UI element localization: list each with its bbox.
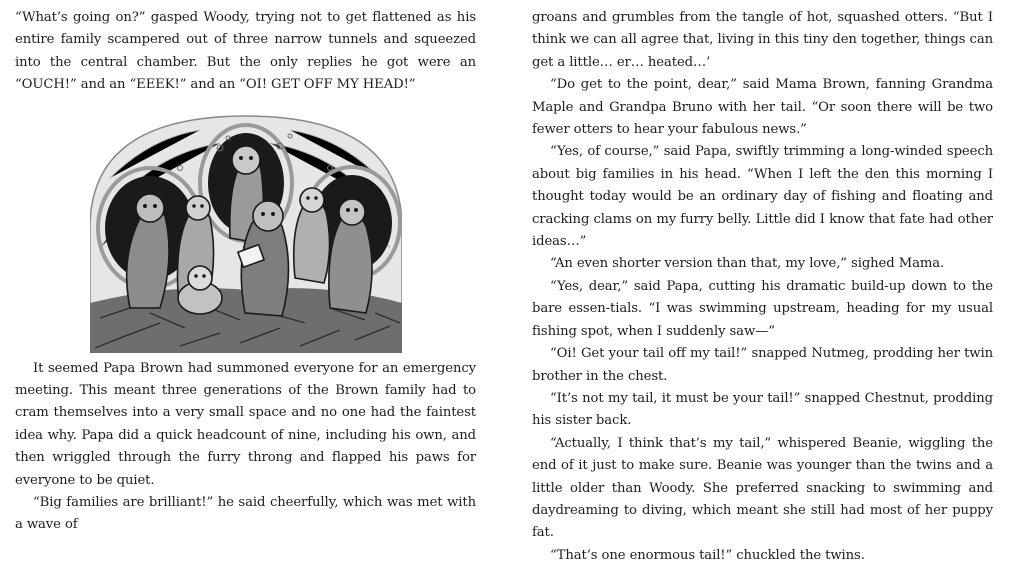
paragraph: “What’s going on?” gasped Woody, trying not to get flattened as his entire family scampered out of three narrow tunnels and squeezed into the central chamber. But the only replies he got were an “OUCH!” and an “EEEK!” and an “OI! GET OFF MY HEAD!” [15, 10, 476, 93]
otter-family-in-den-illustration [90, 108, 402, 353]
paragraph: “An even shorter version than that, my love,” sighed Mama. [550, 256, 945, 272]
paragraph: “Yes, dear,” said Papa, cutting his dramatic build-up down to the bare essen-tials. “I was swimming upstream, heading for my usual fishing spot, when I suddenly saw—” [532, 278, 993, 339]
paragraph: It seemed Papa Brown had summoned everyone for an emergency meeting. This meant three generations of the Brown family had to cram themselves into a very small space and no one had the faintest idea why. Papa did a quick headcount of nine, including his own, and then wriggled through the furry throng and flapped his paws for everyone to be quiet. [15, 360, 476, 488]
left-page [15, 7, 476, 537]
paragraph: groans and grumbles from the tangle of hot, squashed otters. “But I think we can all agree that, living in this tiny den together, things can get a little… er… heated…’ [532, 10, 993, 70]
paragraph: “That’s one enormous tail!” chuckled the twins. [550, 547, 865, 563]
paragraph: “Big families are brilliant!” he said cheerfully, which was met with a wave of [15, 495, 476, 533]
right-page [532, 7, 993, 567]
paragraph: “Do get to the point, dear,” said Mama Brown, fanning Grandma Maple and Grandpa Bruno with her tail. “Or soon there will be two fewer otters to hear your fabulous news.” [532, 77, 993, 138]
paragraph: “It’s not my tail, it must be your tail!” snapped Chestnut, prodding his sister back. [532, 390, 993, 429]
paragraph: “Actually, I think that’s my tail,” whispered Beanie, wiggling the end of it just to make sure. Beanie was younger than the twins and a little older than Woody. She preferred snacking to swimming and daydreaming to diving, which meant she still had most of her puppy fat. [532, 435, 993, 541]
illustration-container [15, 108, 476, 353]
paragraph: “Oi! Get your tail off my tail!” snapped Nutmeg, prodding her twin brother in the chest. [532, 346, 993, 384]
paragraph: “Yes, of course,” said Papa, swiftly trimming a long-winded speech about big families in his head. “When I left the den this morning I thought today would be an ordinary day of fishing and floating and cracking clams on my furry belly. Little did I know that fate had other ideas…” [532, 144, 993, 250]
